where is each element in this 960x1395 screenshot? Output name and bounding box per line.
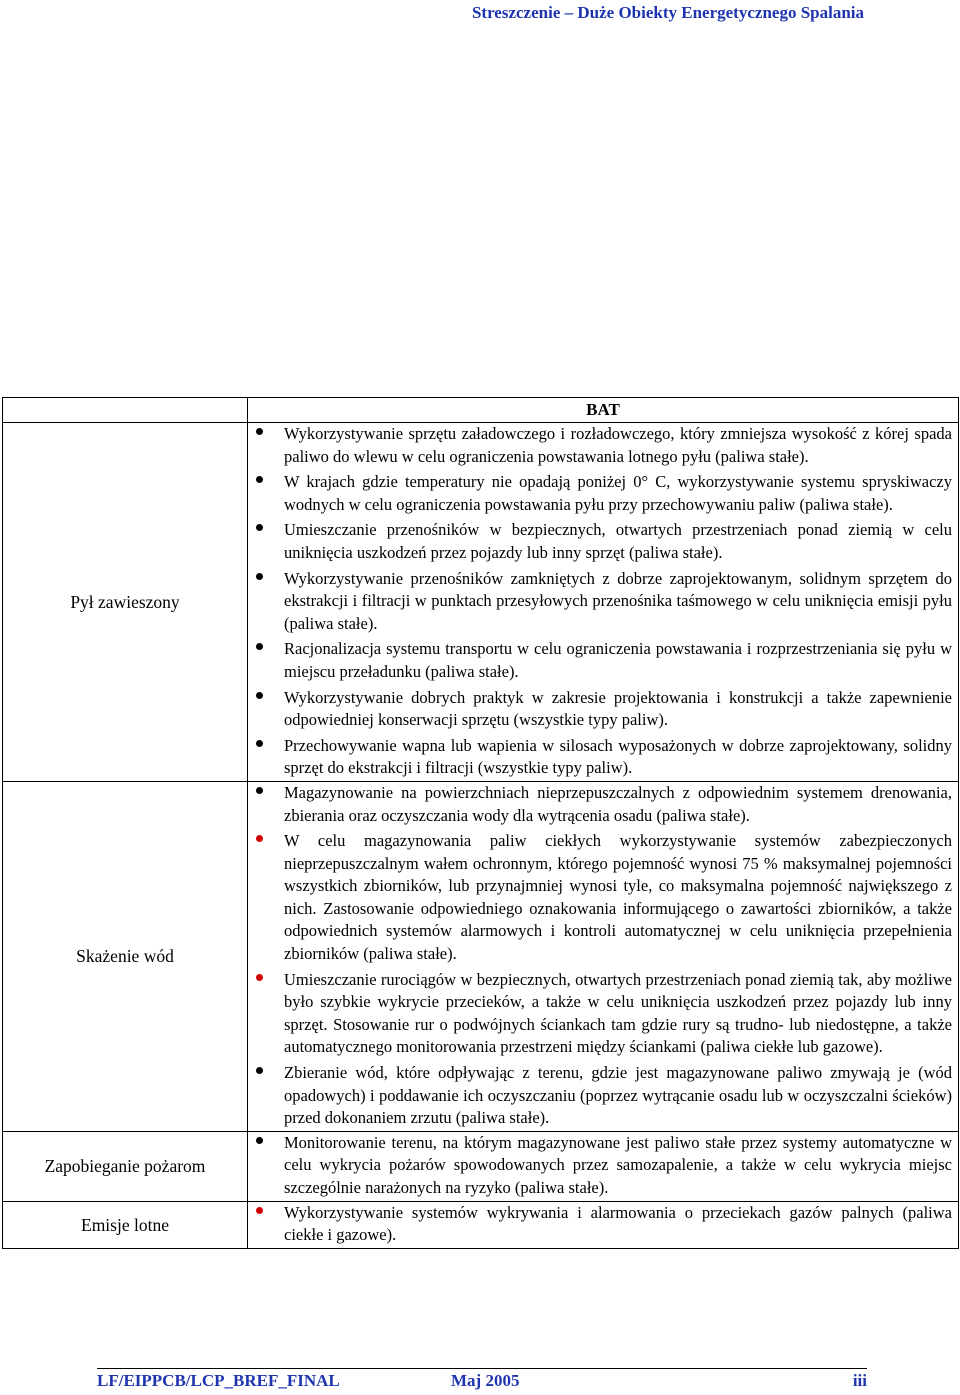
bullet-icon <box>256 573 263 580</box>
bullet-icon <box>256 1207 263 1214</box>
bat-cell <box>248 1131 959 1201</box>
footer-doc-code: LF/EIPPCB/LCP_BREF_FINAL <box>97 1371 340 1390</box>
bullet-icon <box>256 1067 263 1074</box>
table-header-empty-cell <box>3 398 248 423</box>
bullet-icon <box>256 643 263 650</box>
bat-cell <box>248 423 959 782</box>
list-item-text: Umieszczanie rurociągów w bezpiecznych, otwartych przestrzeniach ponad ziemią tak, aby możliwe było szybkie wykrycie przecieków, a także w celu uniknięcia uszkodzeń przez pojazdy lub inny sprzęt. Stosowanie rur o podwójnych ściankach tam gdzie rury są trudno- lub niedostępne, a także automatycznego monitorowania przestrzeni między ściankami (paliwa ciekłe lub gazowe). <box>284 969 952 1057</box>
bullet-icon <box>256 524 263 531</box>
list-item <box>284 1202 952 1247</box>
list-item-text: Wykorzystywanie dobrych praktyk w zakresie projektowania i konstrukcji a także zapewnienie odpowiedniej konserwacji sprzętu (wszystkie typy paliw). <box>284 687 952 730</box>
table-row <box>3 781 959 1131</box>
footer-date: Maj 2005 <box>451 1371 520 1390</box>
bat-list <box>248 782 958 1130</box>
list-item-text: Zbieranie wód, które odpływając z terenu, gdzie jest magazynowane paliwo zmywają je (wód opadowych) i poddawanie ich oczyszczaniu (poprzez wytrącanie osadu lub w oczyszczalni ścieków) przed dokonaniem zrzutu (paliwa stałe). <box>284 1063 952 1128</box>
list-item-text: Wykorzystywanie systemów wykrywania i alarmowania o przeciekach gazów palnych (paliwa ciekłe i gazowe). <box>284 1202 952 1245</box>
list-item-text: Magazynowanie na powierzchniach nieprzepuszczalnych z odpowiednim systemem drenowania, zbierania oraz oczyszczania wody dla wytrącenia osadu (paliwa stałe). <box>284 782 952 825</box>
list-item <box>284 638 952 683</box>
list-item <box>284 830 952 966</box>
list-item-text: Przechowywanie wapna lub wapienia w silosach wyposażonych w dobrze zaprojektowany, solidny sprzęt do ekstrakcji i filtracji (wszystkie typy paliw). <box>284 735 952 778</box>
list-item <box>284 423 952 468</box>
list-item-text: W celu magazynowania paliw ciekłych wykorzystywanie systemów zabezpieczonych nieprzepuszczalnym wałem ochronnym, którego pojemność wynosi 75 % maksymalnej pojemności wszystkich zbiorników, lub przynajmniej wynosi tyle, co maksymalna pojemność największego z nich. Zastosowanie odpowiedniego oznakowania informującego o zawartości zbiorników, a także odpowiednich systemów alarmowych i kontroli automatycznej w celu uniknięcia przepełnienia zbiorników (paliwa stałe). <box>284 831 952 964</box>
table-row <box>3 1201 959 1248</box>
list-item <box>284 735 952 780</box>
bullet-icon <box>256 787 263 794</box>
list-item <box>284 471 952 516</box>
list-item-text: Umieszczanie przenośników w bezpiecznych, otwartych przestrzeniach ponad ziemią w celu uniknięcia uszkodzeń przez pojazdy lub inny sprzęt (paliwa stałe). <box>284 520 952 562</box>
list-item <box>284 1132 952 1200</box>
bat-table <box>2 397 959 1249</box>
bullet-icon <box>256 692 263 699</box>
bat-list <box>248 1132 958 1200</box>
bat-list <box>248 423 958 780</box>
bullet-icon <box>256 974 263 981</box>
list-item-text: Wykorzystywanie sprzętu załadowczego i rozładowczego, który zmniejsza wysokość z kórej spada paliwo do wlewu w celu ograniczenia powstawania lotnego pyłu (paliwa stałe). <box>284 424 952 466</box>
table-row <box>3 1131 959 1201</box>
bullet-icon <box>256 740 263 747</box>
list-item-text: Racjonalizacja systemu transportu w celu ograniczenia powstawania i rozprzestrzeniania się pyłu w miejscu przeładunku (paliwa stałe). <box>284 639 952 681</box>
bullet-icon <box>256 428 263 435</box>
bat-cell <box>248 781 959 1131</box>
list-item <box>284 687 952 732</box>
bullet-icon <box>256 476 263 483</box>
bat-list <box>248 1202 958 1247</box>
running-header-title: Streszczenie – Duże Obiekty Energetycznego Spalania <box>471 3 864 22</box>
table-header-row <box>3 398 959 423</box>
issue-cell: Zapobieganie pożarom <box>3 1131 248 1201</box>
table-header-bat: BAT <box>248 398 959 423</box>
list-item <box>284 782 952 827</box>
issue-cell: Emisje lotne <box>3 1201 248 1248</box>
table-row <box>3 423 959 782</box>
list-item <box>284 519 952 564</box>
footer-page-number: iii <box>852 1371 867 1390</box>
list-item-text: W krajach gdzie temperatury nie opadają poniżej 0° C, wykorzystywanie systemu spryskiwaczy wodnych w celu ograniczenia powstawania pyłu przy przechowywaniu paliw (paliwa stałe). <box>284 472 952 514</box>
bullet-icon <box>256 835 263 842</box>
bat-cell <box>248 1201 959 1248</box>
page-footer <box>97 1368 867 1395</box>
list-item-text: Wykorzystywanie przenośników zamkniętych z dobrze zaprojektowanym, solidnym sprzętem do ekstrakcji i filtracji w punktach przesyłowych przenośnika taśmowego w celu uniknięcia emisji pyłu (paliwa stałe). <box>284 568 952 633</box>
issue-cell: Skażenie wód <box>3 781 248 1131</box>
bullet-icon <box>256 1137 263 1144</box>
list-item <box>284 1062 952 1130</box>
list-item-text: Monitorowanie terenu, na którym magazynowane jest paliwo stałe przez systemy automatyczne w celu wykrycia pożarów spowodowanych przez samozapalenie, a także w celu wykrycia miejsc szczególnie narażonych na ryzyko (paliwa stałe). <box>284 1132 952 1197</box>
list-item <box>284 969 952 1059</box>
list-item <box>284 568 952 636</box>
issue-cell: Pył zawieszony <box>3 423 248 782</box>
